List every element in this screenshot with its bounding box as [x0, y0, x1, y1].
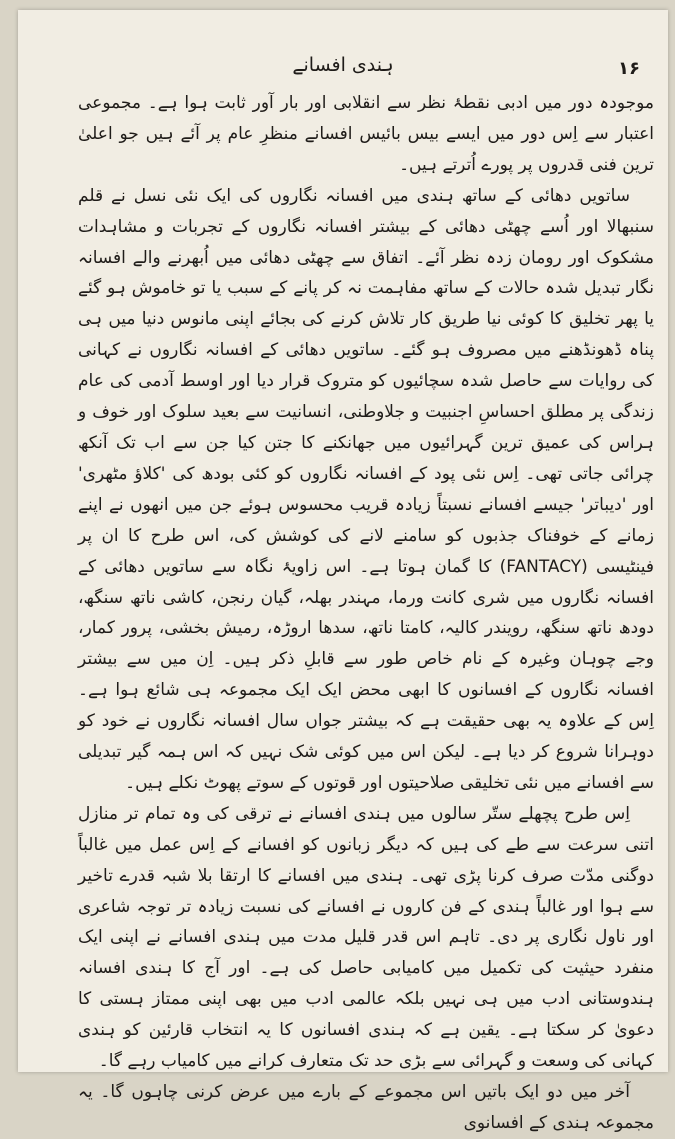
page-header: [18, 54, 668, 88]
paragraph: موجودہ دور میں ادبی نقطۂ نظر سے انقلابی اور بار آور ثابت ہوا ہے۔ مجموعی اعتبار سے اِس دور میں ایسے بیس بائیس افسانے منظرِ عام پر آئے ہیں جو اعلیٰ ترین فنی قدروں پر پورے اُترتے ہیں۔: [78, 93, 654, 175]
running-title: ہندی افسانے: [292, 54, 394, 76]
paragraph: ساتویں دھائی کے ساتھ ہندی میں افسانہ نگاروں کی ایک نئی نسل نے قلم سنبھالا اور اُسے چھٹی دھائی کے بیشتر افسانہ نگاروں کے تجربات و مشاہدات مشکوک اور رومان زدہ نظر آئے۔ اتفاق سے چھٹی دھائی میں اُبھرنے والے افسانہ نگار تبدیل شدہ حالات کے ساتھ مفاہمت نہ کر پانے کے سبب یا تو خاموش ہو گئے یا پھر تخلیق کا کوئی نیا طریق کار تلاش کرنے کی بجائے اپنی مانوس دنیا میں ہی پناہ ڈھونڈھنے میں مصروف ہو گئے۔ ساتویں دھائی کے افسانہ نگاروں نے کہانی کی روایات سے حاصل شدہ سچائیوں کو متروک قرار دیا اور اوسط آدمی کی عام زندگی پر مطلق احساسِ اجنبیت و جلاوطنی، انسانیت سے بعید سلوک اور خوف و ہراس کی عمیق ترین گہرائیوں میں جھانکنے کا جتن کیا جن سے اب تک آنکھ چرائی جاتی تھی۔ اِس نئی پود کے افسانہ نگاروں کو کئی بودھ کی 'کلاؤ مٹھری' اور 'دیباتر' جیسے افسانے نسبتاً زیادہ قریب محسوس ہوئے جن میں انھوں نے اپنے زمانے کے خوفناک جذبوں کو سامنے لانے کی کوشش کی، اس طرح کا ان پر فینٹیسی (FANTACY) کا گمان ہوتا ہے۔ اس زاویۂ نگاہ سے ساتویں دھائی کے افسانہ نگاروں میں شری کانت ورما، مہندر بھلہ، گیان رنجن، کاشی ناتھ سنگھ، دودھ ناتھ سنگھ، رویندر کالیہ، کامتا ناتھ، سدھا اروڑہ، رمیش بخشی، پرور کمار، وجے چوہان وغیرہ کے نام خاص طور سے قابلِ ذکر ہیں۔ اِن میں سے بیشتر افسانہ نگاروں کے افسانوں کا ابھی محض ایک ایک مجموعہ ہی شائع ہوا ہے۔ اِس کے علاوہ یہ بھی حقیقت ہے کہ بیشتر جواں سال افسانہ نگاروں نے خود کو دوہرانا شروع کر دیا ہے۔ لیکن اس میں کوئی شک نہیں کہ اس ہمہ گیر تبدیلی سے افسانے میں نئی تخلیقی صلاحیتوں اور قوتوں کے سوتے پھوٹ نکلے ہیں۔: [78, 185, 654, 793]
page-number: ۱۶: [618, 58, 640, 79]
paragraph: آخر میں دو ایک باتیں اس مجموعے کے بارے میں عرض کرنی چاہوں گا۔ یہ مجموعہ ہندی کے افسانوی: [78, 1082, 654, 1133]
book-page: [18, 10, 668, 1133]
body-text: [78, 88, 654, 1139]
paragraph: اِس طرح پچھلے ستّر سالوں میں ہندی افسانے نے ترقی کی وہ تمام تر منازل اتنی سرعت سے طے کی ہیں کہ دیگر زبانوں کو افسانے کے اِس عمل میں غالباً دوگنی مدّت صرف کرنا پڑی تھی۔ ہندی میں افسانے کا ارتقا بلا شبہ قدرے تاخیر سے ہوا اور غالباً ہندی کے فن کاروں نے افسانے کی نسبت زیادہ تر توجہ شاعری اور ناول نگاری پر دی۔ تاہم اس قدر قلیل مدت میں ہندی افسانے نے اپنی ایک منفرد حیثیت کی تکمیل میں کامیابی حاصل کی ہے۔ اور آج کا ہندی افسانہ ہندوستانی ادب میں ہی نہیں بلکہ عالمی ادب میں بھی اپنی ممتاز ہستی کا دعویٰ کر سکتا ہے۔ یقین ہے کہ ہندی افسانوں کا یہ انتخاب قارئین کو ہندی کہانی کی وسعت و گہرائی سے بڑی حد تک متعارف کرانے میں کامیاب رہے گا۔: [78, 803, 654, 1072]
